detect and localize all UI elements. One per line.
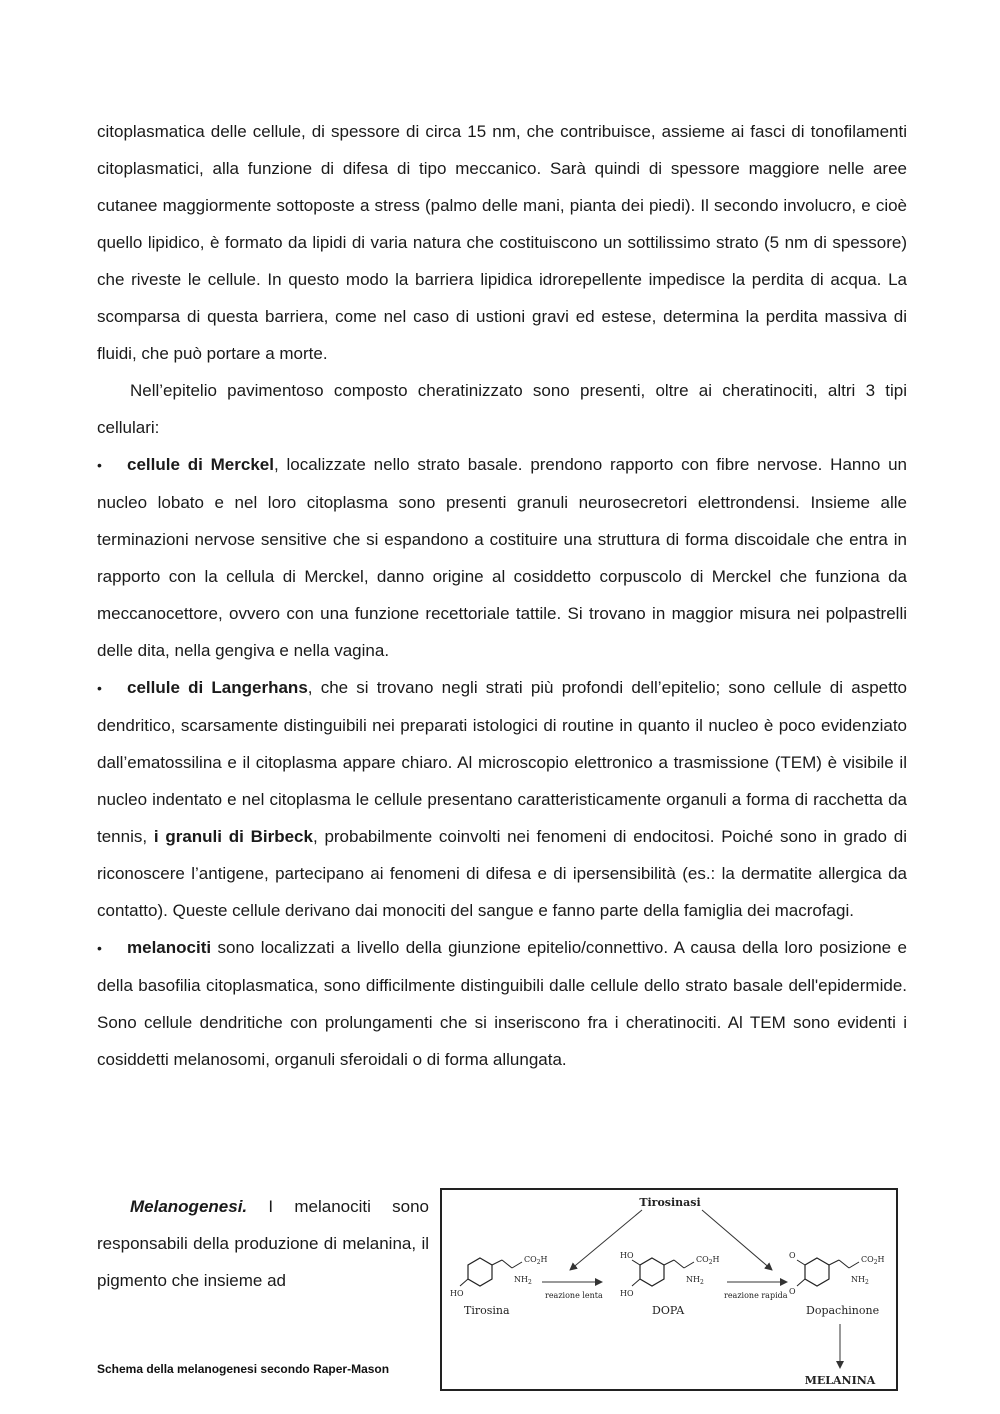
enzyme-arrow-left xyxy=(570,1210,642,1270)
compound-tirosina: Tirosina xyxy=(464,1304,510,1317)
compound-dopachinone: Dopachinone xyxy=(806,1304,880,1317)
bullet-symbol: • xyxy=(97,940,102,956)
melanogenesis-diagram xyxy=(440,1188,898,1391)
term-merckel: cellule di Merckel xyxy=(127,455,274,474)
bullet-melanociti xyxy=(97,929,907,1078)
figure-caption: Schema della melanogenesi secondo Raper-Mason xyxy=(97,1362,390,1376)
melanogenesi-text: I melanociti sono responsabili della produzione di melanina, il pigmento che insieme ad xyxy=(97,1197,429,1290)
dopachinone-o-top: O xyxy=(789,1251,796,1260)
dopa-ho-bottom: HO xyxy=(620,1289,634,1298)
dopachinone-co2h: $CO_2H$ xyxy=(861,1255,885,1266)
term-langerhans: cellule di Langerhans xyxy=(127,678,308,697)
dopa-co2h: $CO_2H$ xyxy=(696,1255,720,1266)
dopa-nh2: $NH_2$ xyxy=(686,1275,704,1286)
term-birbeck: i granuli di Birbeck xyxy=(153,827,313,846)
enzyme-label: Tirosinasi xyxy=(639,1196,701,1209)
dopachinone-nh2: $NH_2$ xyxy=(851,1275,869,1286)
tirosina-co2h: $CO_2H$ xyxy=(524,1255,548,1266)
term-melanociti: melanociti xyxy=(127,938,212,957)
body-text xyxy=(97,113,907,1078)
diagram-svg xyxy=(442,1190,896,1389)
paragraph-cell-types: Nell’epitelio pavimentoso composto cheratinizzato sono presenti, oltre ai cheratinociti, altri 3 tipi cellulari: xyxy=(97,381,907,437)
paragraph-barrier: citoplasmatica delle cellule, di spessore di circa 15 nm, che contribuisce, assieme ai fasci di tonofilamenti citoplasmatici, alla funzione di difesa di tipo meccanico. Sarà quindi di spessore maggiore nelle aree cutanee maggiormente sottoposte a stress (palmo delle mani, pianta dei piedi). Il secondo involucro, e cioè quello lipidico, è formato da lipidi di varia natura che costituiscono un sottilissimo strato (5 nm di spessore) che riveste le cellule. In questo modo la barriera lipidica idrorepellente impedisce la perdita di acqua. La scomparsa di questa barriera, come nel caso di ustioni gravi ed estese, determina la perdita massiva di fluidi, che può portare a morte. xyxy=(97,122,907,363)
bullet-langerhans xyxy=(97,669,907,929)
bullet-symbol: • xyxy=(97,457,102,473)
step-slow: reazione lenta xyxy=(545,1291,603,1300)
paragraph-melanogenesi xyxy=(97,1188,429,1299)
text-langerhans-a: , che si trovano negli strati più profondi dell’epitelio; sono cellule di aspetto dendritico, scarsamente distinguibili nei preparati istologici di routine in quanto il nucleo è poco evidenziato dall’ematossilina e il citoplasma appare chiaro. Al microscopio elettronico a trasmissione (TEM) è visibile il nucleo indentato e nel citoplasma le cellule presentano caratteristicamente organuli a forma di racchetta da tennis, xyxy=(97,678,908,846)
product-melanina: MELANINA xyxy=(804,1374,876,1387)
step-fast: reazione rapida xyxy=(724,1291,788,1300)
compound-dopa: DOPA xyxy=(652,1304,685,1317)
text-merckel: , localizzate nello strato basale. prendono rapporto con fibre nervose. Hanno un nucleo lobato e nel loro citoplasma sono presenti granuli neurosecretori elettrondensi. Insieme alle terminazioni nervose sensitive che si espandono a costituire una struttura di forma discoidale che entra in rapporto con la cellula di Merckel, danno origine al cosiddetto corpuscolo di Merckel che funziona da meccanocettore, ovvero con una funzione recettoriale tattile. Si trovano in maggior misura nei polpastrelli delle dita, nella gengiva e nella vagina. xyxy=(97,455,907,660)
tirosina-nh2: $NH_2$ xyxy=(514,1275,532,1286)
tirosina-ho: HO xyxy=(450,1289,464,1298)
text-melanociti: sono localizzati a livello della giunzione epitelio/connettivo. A causa della loro posizione e della basofilia citoplasmatica, sono difficilmente distinguibili dalle cellule dello strato basale dell'epidermide. Sono cellule dendritiche con prolungamenti che si inseriscono fra i cheratinociti. Al TEM sono evidenti i cosiddetti melanosomi, organuli sferoidali o di forma allungata. xyxy=(97,938,907,1069)
text-langerhans-b: , probabilmente coinvolti nei fenomeni di endocitosi. Poiché sono in grado di riconoscere l’antigene, partecipano ai fenomeni di difesa e di ipersensibilità (es.: la dermatite allergica da contatto). Queste cellule derivano dai monociti del sangue e fanno parte della famiglia dei macrofagi. xyxy=(97,827,907,920)
melanogenesi-lead: Melanogenesi. xyxy=(130,1197,248,1216)
dopa-structure xyxy=(620,1251,720,1298)
dopachinone-structure xyxy=(789,1251,885,1296)
dopa-ho-top: HO xyxy=(620,1251,634,1260)
dopachinone-o-bottom: O xyxy=(789,1287,796,1296)
bullet-merckel xyxy=(97,446,907,669)
tirosina-structure xyxy=(450,1255,548,1298)
bullet-symbol: • xyxy=(97,680,102,696)
